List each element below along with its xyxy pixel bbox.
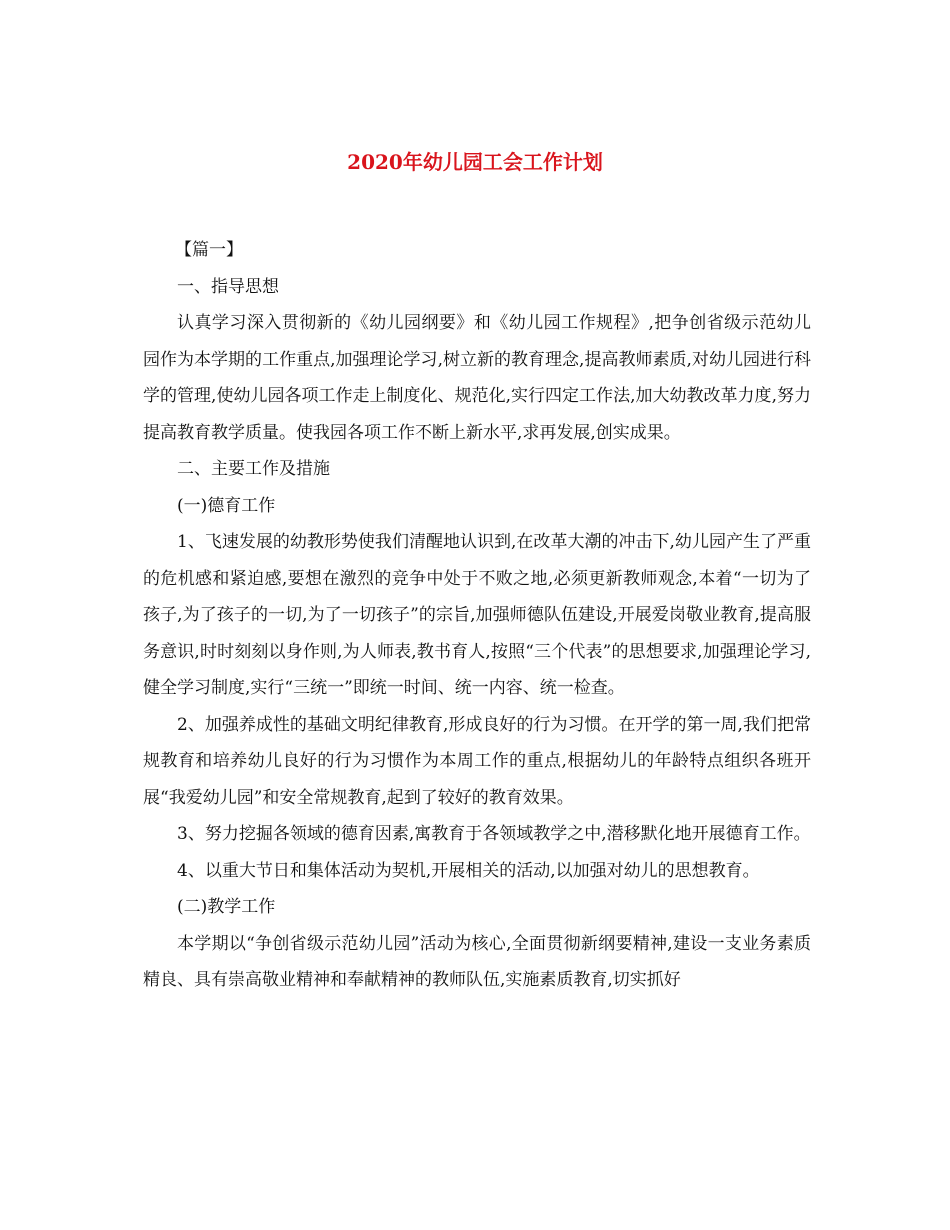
document-title: 2020年幼儿园工会工作计划 <box>347 150 603 174</box>
paragraph-moral-3: 3、努力挖掘各领域的德育因素,寓教育于各领域教学之中,潜移默化地开展德育工作。 <box>177 824 811 844</box>
document-body <box>143 232 811 999</box>
paragraph-moral-1: 1、飞速发展的幼教形势使我们清醒地认识到,在改革大潮的冲击下,幼儿园产生了严重的危机感和紧迫感,要想在激烈的竞争中处于不败之地,必须更新教师观念,本着“一切为了孩子,为了孩子的一切,为了一切孩子”的宗旨,加强师德队伍建设,开展爱岗敬业教育,提高服务意识,时时刻刻以身作则,为人师表,教书育人,按照“三个代表”的思想要求,加强理论学习,健全学习制度,实行“三统一”即统一时间、统一内容、统一检查。 <box>143 532 811 698</box>
heading-guiding-ideology: 一、指导思想 <box>177 276 279 297</box>
subheading-moral-education: (一)德育工作 <box>177 495 276 516</box>
section-label: 【篇一】 <box>175 240 243 260</box>
paragraph-moral-2: 2、加强养成性的基础文明纪律教育,形成良好的行为习惯。在开学的第一周,我们把常规教育和培养幼儿良好的行为习惯作为本周工作的重点,根据幼儿的年龄特点组织各班开展“我爱幼儿园”和安全常规教育,起到了较好的教育效果。 <box>143 714 811 808</box>
subheading-teaching: (二)教学工作 <box>177 897 276 917</box>
paragraph-moral-4: 4、以重大节日和集体活动为契机,开展相关的活动,以加强对幼儿的思想教育。 <box>177 860 760 881</box>
heading-main-work: 二、主要工作及措施 <box>177 459 330 479</box>
paragraph-teaching: 本学期以“争创省级示范幼儿园”活动为核心,全面贯彻新纲要精神,建设一支业务素质精良、具有崇高敬业精神和奉献精神的教师队伍,实施素质教育,切实抓好 <box>143 933 811 990</box>
paragraph-guiding-ideology: 认真学习深入贯彻新的《幼儿园纲要》和《幼儿园工作规程》,把争创省级示范幼儿园作为本学期的工作重点,加强理论学习,树立新的教育理念,提高教师素质,对幼儿园进行科学的管理,使幼儿园各项工作走上制度化、规范化,实行四定工作法,加大幼教改革力度,努力提高教育教学质量。使我园各项工作不断上新水平,求再发展,创实成果。 <box>143 313 811 443</box>
